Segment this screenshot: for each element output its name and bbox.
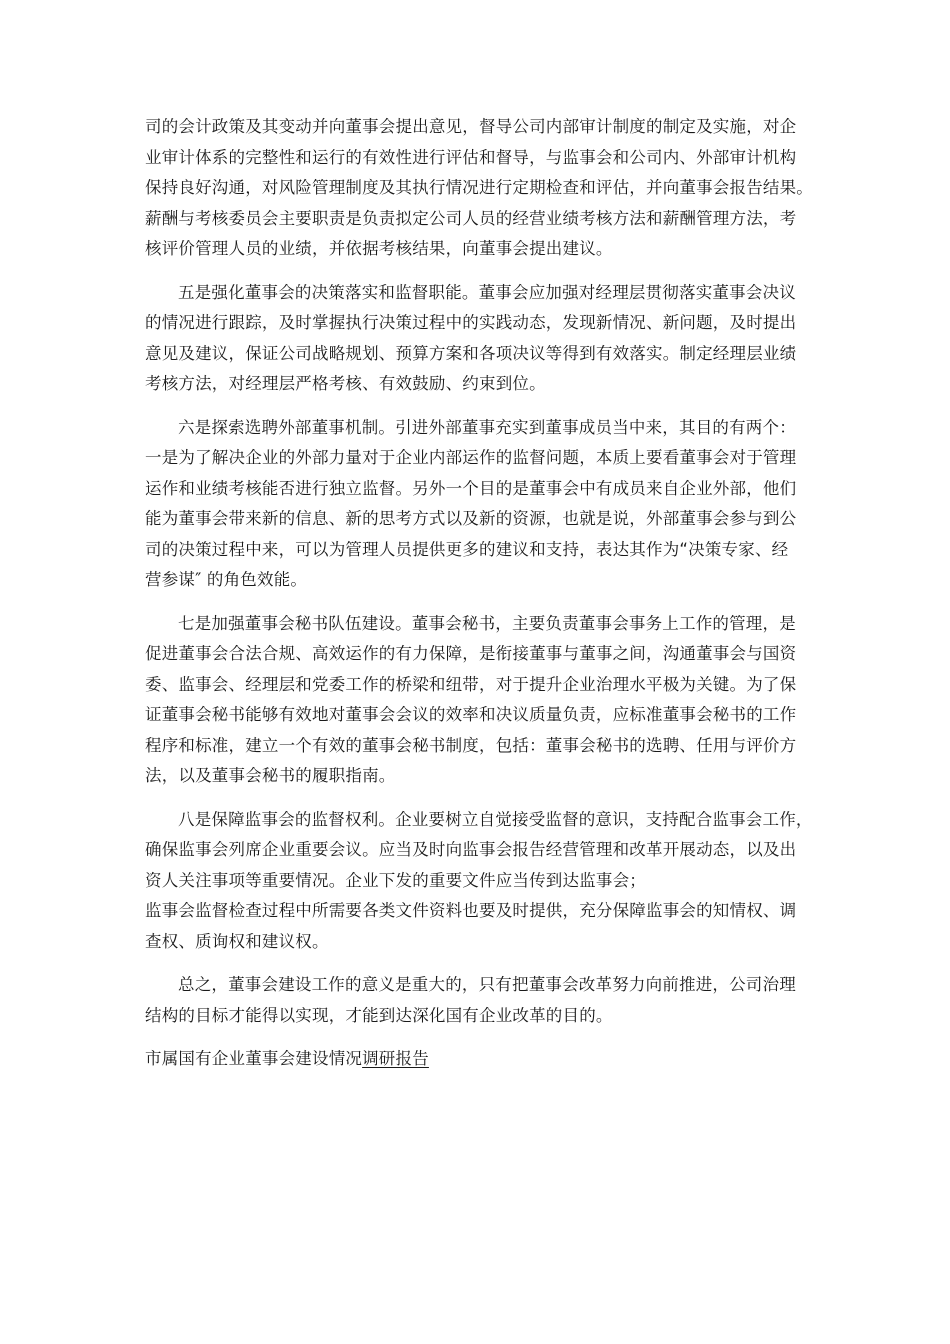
text-line: 考核方法，对经理层严格考核、有效鼓励、约束到位。 <box>145 374 546 393</box>
text-line: 的情况进行跟踪，及时掌握执行决策过程中的实践动态，发现新情况、新问题，及时提出 <box>145 313 797 332</box>
text-line: 结构的目标才能得以实现，才能到达深化国有企业改革的目的。 <box>145 1005 613 1025</box>
text-line: 核评价管理人员的业绩，并依据考核结果，向董事会提出建议。 <box>145 239 613 258</box>
text-line: 资人关注事项等重要情况。企业下发的重要文件应当传到达监事会； <box>145 870 646 890</box>
text-line: 法，以及董事会秘书的履职指南。 <box>145 766 396 785</box>
text-line: 八是保障监事会的监督权利。企业要树立自觉接受监督的意识，支持配合监事会工作， <box>178 809 813 829</box>
text-line: 五是强化董事会的决策落实和监督职能。董事会应加强对经理层贯彻落实董事会决议 <box>178 282 796 302</box>
text-line: 委、监事会、经理层和党委工作的桥梁和纽带，对于提升企业治理水平极为关键。为了保 <box>145 674 797 694</box>
paragraph-item-eight <box>145 805 813 958</box>
report-link[interactable]: 调研报告 <box>362 1049 429 1068</box>
text-line: 保持良好沟通，对风险管理制度及其执行情况进行定期检查和评估，并向董事会报告结果。 <box>145 178 813 197</box>
text-line: 司的会计政策及其变动并向董事会提出意见，督导公司内部审计制度的制定及实施，对企 <box>145 117 797 136</box>
text-line: 营参谋″ 的角色效能。 <box>145 570 308 589</box>
paragraph-audit-committee <box>145 112 813 265</box>
text-line: 能为董事会带来新的信息、新的思考方式以及新的资源，也就是说，外部董事会参与到公 <box>145 509 797 528</box>
text-line: 促进董事会合法合规、高效运作的有力保障，是衔接董事与董事之间，沟通董事会与国资 <box>145 644 797 663</box>
text-line: 确保监事会列席企业重要会议。应当及时向监事会报告经营管理和改革开展动态，以及出 <box>145 840 797 859</box>
text-line: 查权、质询权和建议权。 <box>145 931 329 951</box>
text-line: 监事会监督检查过程中所需要各类文件资料也要及时提供，充分保障监事会的知情权、调 <box>145 901 797 920</box>
text-line: 一是为了解决企业的外部力量对于企业内部运作的监督问题，本质上要看董事会对于管理 <box>145 448 797 467</box>
text-line: 六是探索选聘外部董事机制。引进外部董事充实到董事成员当中来，其目的有两个： <box>178 417 796 437</box>
text-line: 证董事会秘书能够有效地对董事会会议的效率和决议质量负责，应标准董事会秘书的工作 <box>145 705 797 724</box>
paragraph-item-five <box>145 278 805 400</box>
text-line: 业审计体系的完整性和运行的有效性进行评估和督导，与监事会和公司内、外部审计机构 <box>145 147 797 167</box>
footer-title-text: 市属国有企业董事会建设情况 <box>145 1049 363 1068</box>
text-line: 薪酬与考核委员会主要职责是负责拟定公司人员的经营业绩考核方法和薪酬管理方法，考 <box>145 208 797 228</box>
paragraph-conclusion <box>145 970 805 1031</box>
paragraph-item-six <box>145 413 805 596</box>
text-line: 运作和业绩考核能否进行独立监督。另外一个目的是董事会中有成员来自企业外部，他们 <box>145 478 797 498</box>
text-line: 七是加强董事会秘书队伍建设。董事会秘书，主要负责董事会事务上工作的管理，是 <box>178 613 796 633</box>
text-line: 程序和标准，建立一个有效的董事会秘书制度，包括：董事会秘书的选聘、任用与评价方 <box>145 735 797 755</box>
document-footer-title <box>145 1044 805 1075</box>
paragraph-item-seven <box>145 609 805 792</box>
text-line: 总之，董事会建设工作的意义是重大的，只有把董事会改革努力向前推进，公司治理 <box>178 975 796 994</box>
document-page <box>145 112 813 1075</box>
text-line: 司的决策过程中来，可以为管理人员提供更多的建议和支持，表达其作为“决策专家、经 <box>145 539 789 559</box>
text-line: 意见及建议，保证公司战略规划、预算方案和各项决议等得到有效落实。制定经理层业绩 <box>145 343 797 363</box>
